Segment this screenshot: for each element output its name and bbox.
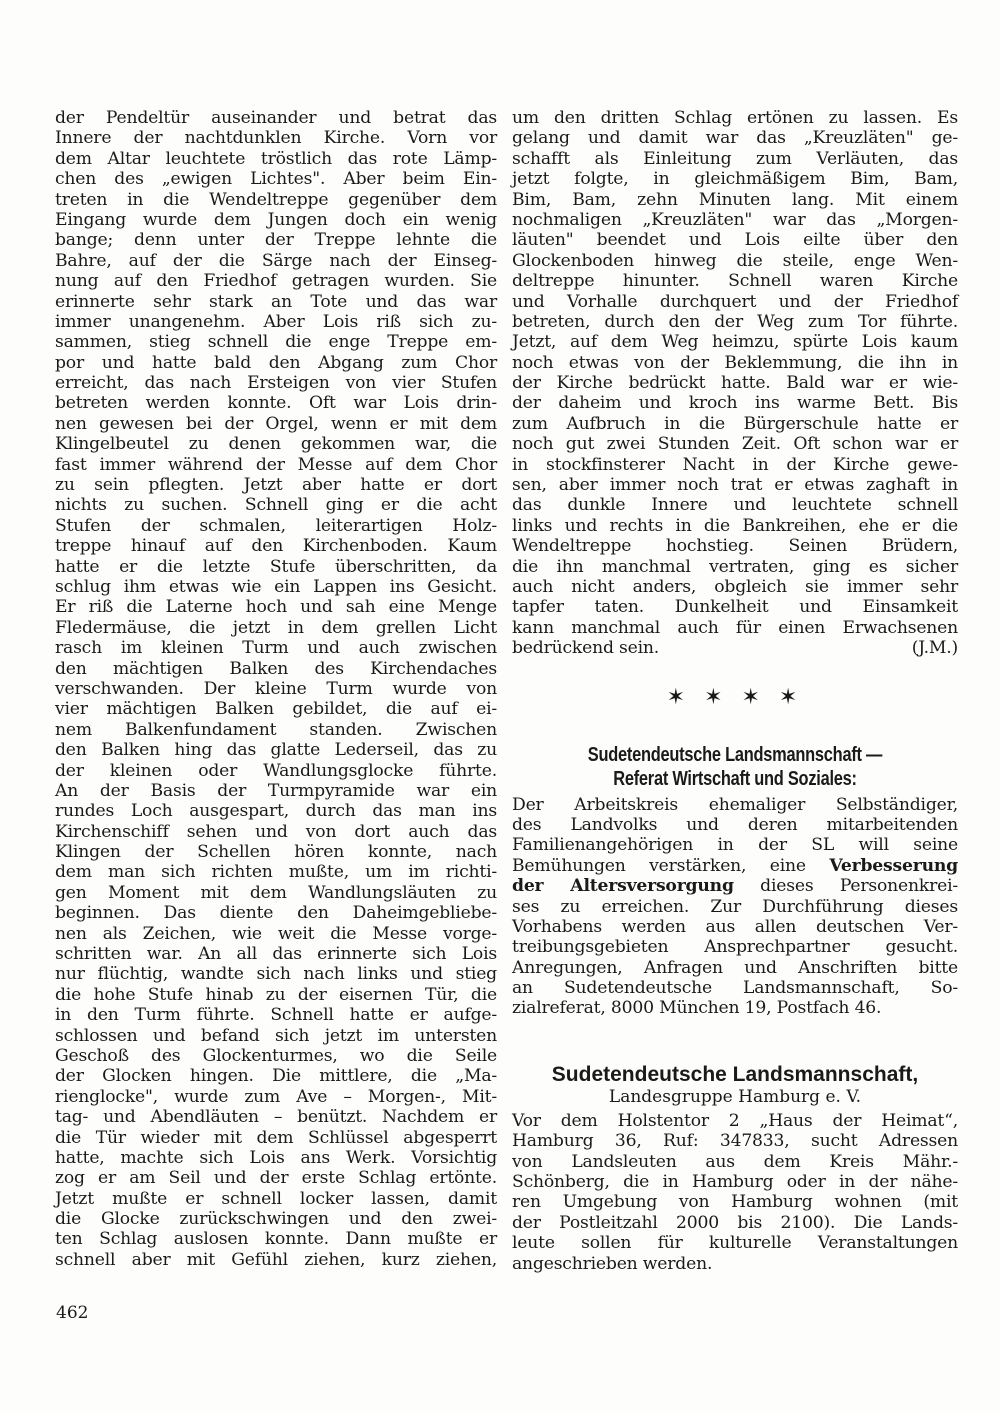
text-line: ten Schlag auslosen konnte. Dann mußte er (55, 1229, 497, 1250)
text-line: und Vorhalle durchquert und der Friedhof (512, 291, 958, 312)
text-line: der Kirche bedrückt hatte. Bald war er wie- (512, 373, 958, 394)
text-line: nen gewesen bei der Orgel, wenn er mit dem (55, 413, 497, 434)
text-line: betreten, durch den der Weg zum Tor führte. (512, 311, 958, 332)
text-line: Familienangehörigen in der SL will seine (512, 835, 958, 856)
text-line: ses zu erreichen. Zur Durchführung dieses (512, 896, 958, 917)
text-line: Klingelbeutel zu denen gekommen war, die (55, 434, 497, 455)
text-line: Jetzt, auf dem Weg heimzu, spürte Lois kaum (512, 332, 958, 353)
text-line: noch etwas von der Beklemmung, die ihn in (512, 352, 958, 373)
text-line: beginnen. Das diente den Daheimgebliebe- (55, 903, 497, 924)
text-line: tag- und Abendläuten – benützt. Nachdem er (55, 1107, 497, 1128)
text-line: Der Arbeitskreis ehemaliger Selbständiger, (512, 794, 958, 815)
emphasis-text: der Altersversorgung (512, 876, 734, 897)
notice-sozialreferat (512, 743, 958, 1019)
text-line: Wendeltreppe hochstieg. Seinen Brüdern, (512, 536, 958, 557)
text-line: hatte er die letzte Stufe überschritten, da (55, 556, 497, 577)
notice-body (512, 795, 958, 856)
text-line: sammen, stieg schnell die enge Treppe em- (55, 332, 497, 353)
text-line: dem man sich richten mußte, um im richti- (55, 862, 497, 883)
text-line: gen Moment mit dem Wandlungsläuten zu (55, 882, 497, 903)
text-line: Stufen der schmalen, leiterartigen Holz- (55, 515, 497, 536)
notice2-body (512, 1111, 958, 1254)
text-line: bange; denn unter der Treppe lehnte die (55, 230, 497, 251)
notice-hamburg (512, 1063, 958, 1274)
text-line: in stockfinsterer Nacht in der Kirche gewe- (512, 454, 958, 475)
text-line: noch gut zwei Stunden Zeit. Oft schon war er (512, 434, 958, 455)
text-line: Jetzt mußte er schnell locker lassen, damit (55, 1188, 497, 1209)
text-line: deltreppe hinunter. Schnell waren Kirche (512, 271, 958, 292)
text-line: der daheim und kroch ins warme Bett. Bis (512, 393, 958, 414)
text-line: der Postleitzahl 2000 bis 2100). Die Lands- (512, 1212, 958, 1233)
text-line: fast immer während der Messe auf dem Chor (55, 454, 497, 475)
left-column (55, 108, 497, 1270)
text-line: Hamburg 36, Ruf: 347833, sucht Adressen (512, 1131, 958, 1152)
text-line: An der Basis der Turmpyramide war ein (55, 780, 497, 801)
text-line: der Pendeltür auseinander und betrat das (55, 108, 497, 128)
text-line: Eingang wurde dem Jungen doch ein wenig (55, 209, 497, 230)
text-span: Bemühungen verstärken, eine (512, 855, 830, 876)
text-line: der kleinen oder Wandlungsglocke führte. (55, 760, 497, 781)
text-line: um den dritten Schlag ertönen zu lassen. Es (512, 108, 958, 128)
text-line: auch nicht anders, obgleich sie immer sehr (512, 576, 958, 597)
notice2-heading: Sudetendeutsche Landsmannschaft, (551, 1062, 919, 1086)
text-line: Fledermäuse, die jetzt in dem grellen Licht (55, 617, 497, 638)
text-line: rienglocke", wurde zum Ave – Morgen-, Mit- (55, 1086, 497, 1107)
text-line: kann manchmal auch für einen Erwachsenen (512, 617, 958, 638)
text-line: der Glocken hingen. Die mittlere, die „Ma- (55, 1066, 497, 1087)
text-line: schritten war. An all das erinnerte sich Lois (55, 944, 497, 965)
text-line: chen des „ewigen Lichtes". Aber beim Ein- (55, 169, 497, 190)
text-line: erinnerte sehr stark an Tote und das war (55, 291, 497, 312)
text-line: treibungsgebieten Ansprechpartner gesucht. (512, 937, 958, 958)
text-span: dieses Personenkrei- (733, 876, 958, 897)
text-line: Innere der nachtdunklen Kirche. Vorn vor (55, 128, 497, 149)
text-line: treten in die Wendeltreppe gegenüber dem (55, 189, 497, 210)
notice-heading-line2: Referat Wirtschaft und Soziales: (613, 767, 857, 790)
text-line: immer unangenehm. Aber Lois riß sich zu- (55, 311, 497, 332)
notice-body-line (512, 856, 958, 876)
text-line: Er riß die Laterne hoch und sah eine Menge (55, 597, 497, 618)
text-line: von Landsleuten aus dem Kreis Mähr.- (512, 1151, 958, 1172)
notice-address: zialreferat, 8000 München 19, Postfach 46. (512, 998, 882, 1019)
text-line: zum Aufbruch in die Bürgerschule hatte er (512, 413, 958, 434)
text-line: rasch im kleinen Turm und auch zwischen (55, 638, 497, 659)
text-line: schlug ihm etwas wie ein Lappen ins Gesicht. (55, 576, 497, 597)
text-line: hatte, machte sich Lois ans Werk. Vorsichtig (55, 1147, 497, 1168)
text-line: die Tür wieder mit dem Schlüssel abgesperrt (55, 1127, 497, 1148)
story-final-text: bedrückend sein. (512, 638, 660, 659)
text-line: verschwanden. Der kleine Turm wurde von (55, 678, 497, 699)
text-line: sen, aber immer noch trat er etwas zaghaft in (512, 475, 958, 496)
text-line: Schönberg, die in Hamburg oder in der nähe- (512, 1172, 958, 1193)
text-line: tapfer taten. Dunkelheit und Einsamkeit (512, 597, 958, 618)
text-line: Klingen der Schellen hören konnte, nach (55, 842, 497, 863)
text-line: treppe hinauf auf den Kirchenboden. Kaum (55, 536, 497, 557)
text-line: schnell aber mit Gefühl ziehen, kurz ziehen, (55, 1249, 497, 1270)
text-line: rundes Loch ausgespart, durch das man ins (55, 801, 497, 822)
text-line: links und rechts in die Bankreihen, ehe er die (512, 515, 958, 536)
text-line: betreten werden konnte. Oft war Lois drin- (55, 393, 497, 414)
text-line: Vor dem Holstentor 2 „Haus der Heimat“, (512, 1110, 958, 1131)
text-line: nochmaligen „Kreuzläten" war das „Morgen- (512, 209, 958, 230)
emphasis-text: Verbesserung (829, 855, 958, 876)
text-line: die ihn manchmal vertraten, ging es sicher (512, 556, 958, 577)
text-line: nichts zu suchen. Schnell ging er die acht (55, 495, 497, 516)
notice-heading-line1: Sudetendeutsche Landsmannschaft — (587, 743, 883, 766)
notice-body-cont (512, 897, 958, 999)
story-text-ending (512, 108, 958, 638)
text-line: Glockenboden hinweg die steile, enge Wen- (512, 250, 958, 271)
text-line: in den Turm führte. Schnell hatte er aufge- (55, 1005, 497, 1026)
text-line: Bahre, auf der die Särge nach der Einseg- (55, 250, 497, 271)
notice2-subheading: Landesgruppe Hamburg e. V. (608, 1086, 862, 1107)
story-final-line (512, 638, 958, 658)
text-line: leute sollen für kulturelle Veranstaltungen (512, 1233, 958, 1254)
text-line: Kirchenschiff sehen und von dort auch das (55, 821, 497, 842)
notice2-last-line: angeschrieben werden. (512, 1253, 713, 1274)
section-separator-stars: ✶ ✶ ✶ ✶ (666, 684, 804, 710)
text-line: schafft als Einleitung zum Verläuten, das (512, 148, 958, 169)
text-line: gelang und damit war das „Kreuzläten" ge- (512, 128, 958, 149)
text-line: jetzt folgte, in gleichmäßigem Bim, Bam, (512, 169, 958, 190)
text-line: zu sein pflegten. Jetzt aber hatte er dort (55, 475, 497, 496)
text-line: die Glocke zurückschwingen und den zwei- (55, 1209, 497, 1230)
text-line: zog er am Seil und der erste Schlag ertönte. (55, 1168, 497, 1189)
text-line: das dunkle Innere und leuchtete schnell (512, 495, 958, 516)
text-line: den mächtigen Balken des Kirchendaches (55, 658, 497, 679)
text-line: nen als Zeichen, wie weit die Messe vorge- (55, 923, 497, 944)
page-number: 462 (56, 1303, 89, 1323)
text-line: nur flüchtig, wandte sich nach links und stieg (55, 964, 497, 985)
author-signature: (J.M.) (911, 638, 958, 659)
text-line: vier mächtigen Balken gebildet, die auf ei- (55, 699, 497, 720)
text-line: ren Umgebung von Hamburg wohnen (mit (512, 1192, 958, 1213)
text-line: des Landvolks und deren mitarbeitenden (512, 814, 958, 835)
text-line: läuten" beendet und Lois eilte über den (512, 230, 958, 251)
notice-body-line (512, 876, 958, 896)
story-text-continued (55, 108, 497, 1270)
text-line: nem Balkenfundament standen. Zwischen (55, 719, 497, 740)
text-line: Vorhabens werden aus allen deutschen Ver- (512, 916, 958, 937)
text-line: an Sudetendeutsche Landsmannschaft, So- (512, 978, 958, 999)
text-line: den Balken hing das glatte Lederseil, das zu (55, 740, 497, 761)
text-line: die hohe Stufe hinab zu der eisernen Tür, die (55, 984, 497, 1005)
text-line: dem Altar leuchtete tröstlich das rote Lämp- (55, 148, 497, 169)
text-line: nung auf den Friedhof getragen wurden. Sie (55, 271, 497, 292)
text-line: schlossen und befand sich jetzt im untersten (55, 1025, 497, 1046)
text-line: por und hatte bald den Abgang zum Chor (55, 352, 497, 373)
text-line: Anregungen, Anfragen und Anschriften bitte (512, 957, 958, 978)
text-line: erreicht, das nach Ersteigen von vier Stufen (55, 373, 497, 394)
text-line: Bim, Bam, zehn Minuten lang. Mit einem (512, 189, 958, 210)
right-column (512, 108, 958, 1274)
text-line: Geschoß des Glockenturmes, wo die Seile (55, 1045, 497, 1066)
